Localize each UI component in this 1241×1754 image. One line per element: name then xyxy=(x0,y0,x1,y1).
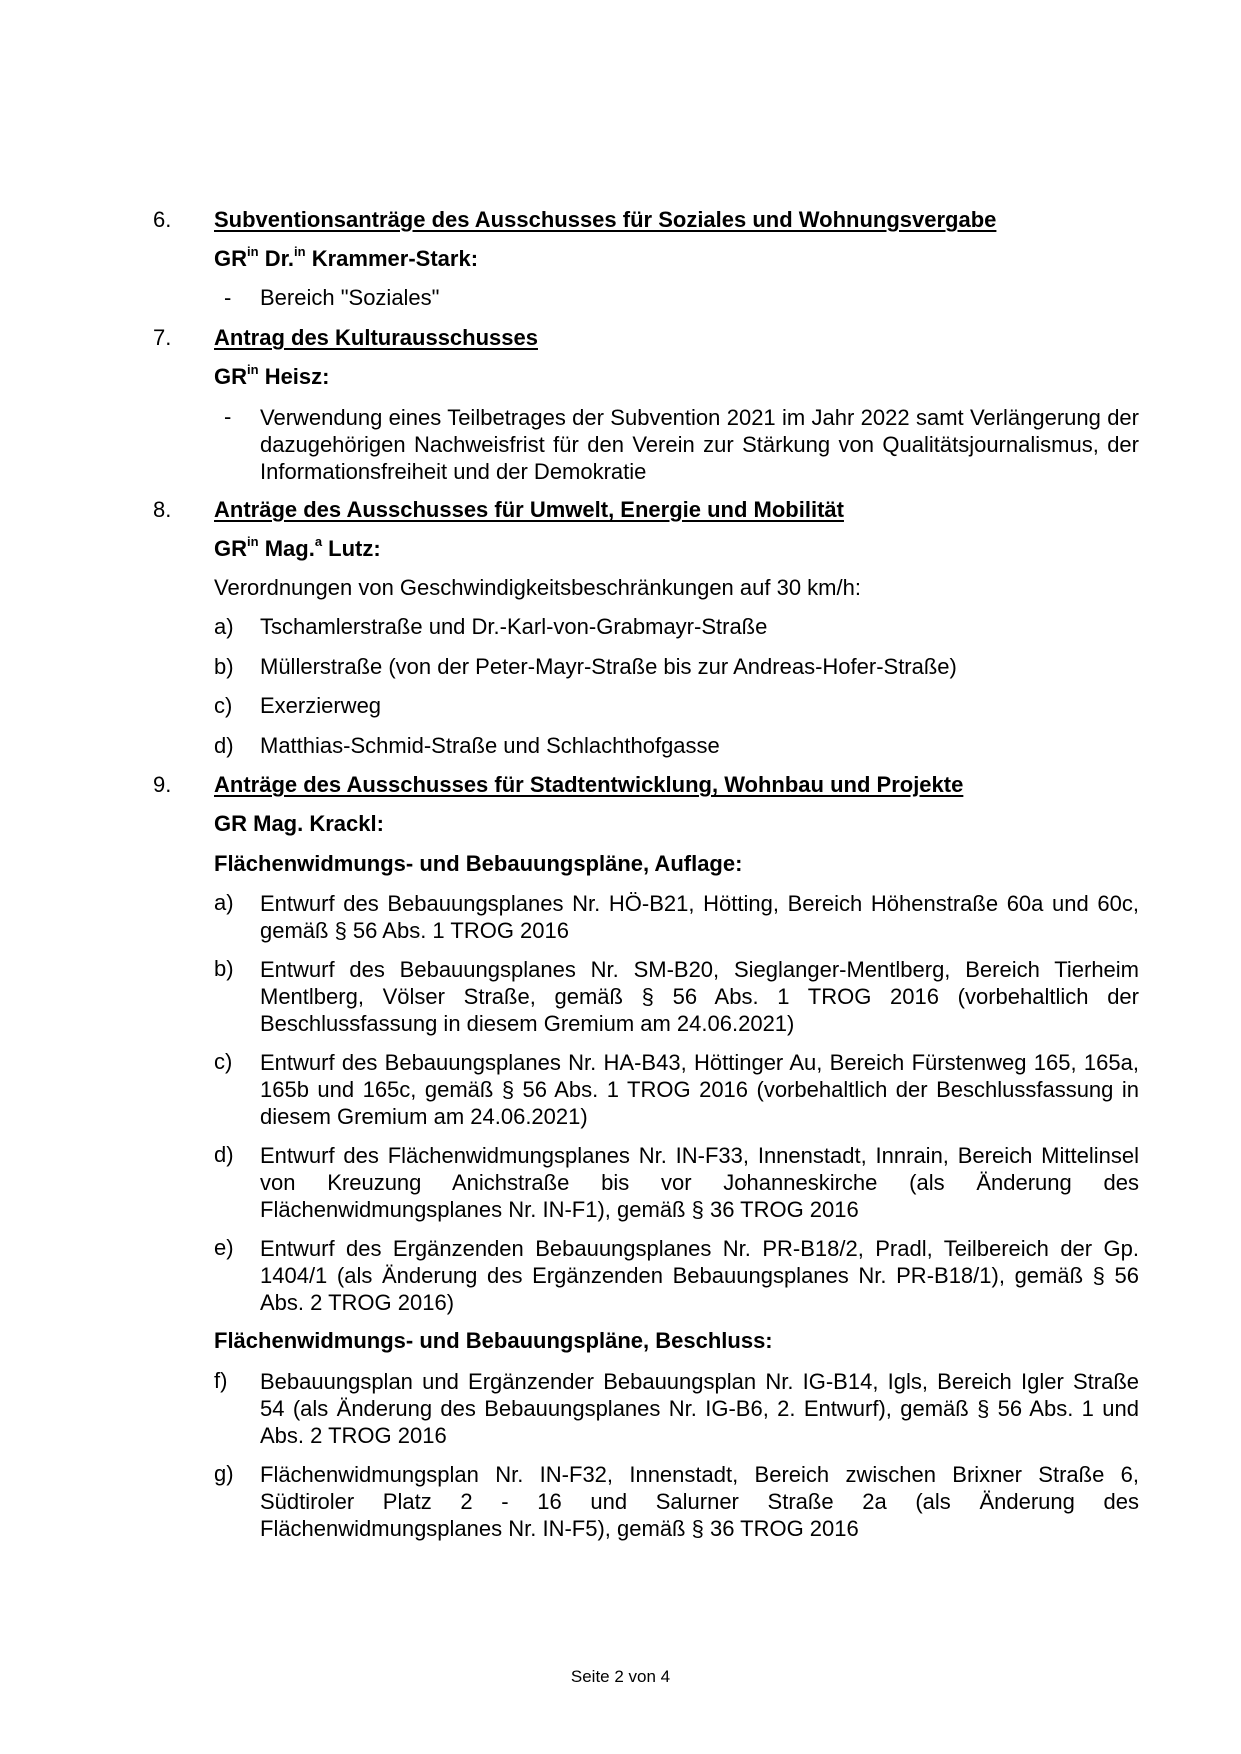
list-marker: c) xyxy=(214,1049,233,1074)
rapporteur: GR Mag. Krackl: xyxy=(214,811,384,836)
list-item: Exerzierweg xyxy=(260,693,382,718)
list-item: Entwurf des Bebauungsplanes Nr. SM-B20, Sieglanger-Mentlberg, Bereich Tierheim Mentlberg, Völser Straße, gemäß § 56 Abs. 1 TROG 2016 (vorbehaltlich der Beschlussfassung in diesem Gremium am 24.06.2021) xyxy=(260,957,1139,1036)
list-item: Matthias-Schmid-Straße und Schlachthofgasse xyxy=(260,733,720,758)
list-marker: a) xyxy=(214,890,234,915)
subsection-heading: Flächenwidmungs- und Bebauungspläne, Auflage: xyxy=(214,851,743,876)
page-number: Seite 2 von 4 xyxy=(570,1667,671,1686)
list-item: Bereich "Soziales" xyxy=(260,285,440,310)
list-marker: c) xyxy=(214,693,233,718)
list-marker: a) xyxy=(214,614,234,639)
list-item: Entwurf des Ergänzenden Bebauungsplanes Nr. PR-B18/2, Pradl, Teilbereich der Gp. 1404/1 (als Änderung des Ergänzenden Bebauungsplanes Nr. PR-B18/1), gemäß § 56 Abs. 2 TROG 2016) xyxy=(260,1236,1139,1315)
list-item: Müllerstraße (von der Peter-Mayr-Straße bis zur Andreas-Hofer-Straße) xyxy=(260,654,957,679)
list-marker: f) xyxy=(214,1368,228,1393)
section-heading: Antrag des Kulturausschusses xyxy=(214,325,538,350)
section-heading: Subventionsanträge des Ausschusses für Soziales und Wohnungsvergabe xyxy=(214,207,997,232)
rapporteur: $GR^{in}$ Dr.$^{in}$ Krammer-Stark: xyxy=(214,244,479,271)
rapporteur: $GR^{in}$ Heisz: xyxy=(214,362,330,389)
list-item: Entwurf des Bebauungsplanes Nr. HÖ-B21, Hötting, Bereich Höhenstraße 60a und 60c, gemäß § 56 Abs. 1 TROG 2016 xyxy=(260,891,1139,943)
list-marker: b) xyxy=(214,956,234,981)
list-item: Entwurf des Bebauungsplanes Nr. HA-B43, Höttinger Au, Bereich Fürstenweg 165, 165a, 165b und 165c, gemäß § 56 Abs. 1 TROG 2016 (vorbehaltlich der Beschlussfassung in diesem Gremium am 24.06.2021) xyxy=(260,1050,1139,1129)
list-item: Tschamlerstraße und Dr.-Karl-von-Grabmayr-Straße xyxy=(260,614,768,639)
section-heading: Anträge des Ausschusses für Stadtentwicklung, Wohnbau und Projekte xyxy=(214,772,964,797)
subsection-heading: Flächenwidmungs- und Bebauungspläne, Beschluss: xyxy=(214,1328,773,1353)
intro-text: Verordnungen von Geschwindigkeitsbeschränkungen auf 30 km/h: xyxy=(214,575,861,600)
item-number: 8. xyxy=(153,497,172,522)
list-marker: e) xyxy=(214,1235,234,1260)
rapporteur: $GR^{in}$ Mag.$^a$ Lutz: xyxy=(214,534,381,561)
list-marker: b) xyxy=(214,654,234,679)
list-marker: d) xyxy=(214,733,234,758)
item-number: 7. xyxy=(153,325,172,350)
list-item: Bebauungsplan und Ergänzender Bebauungsplan Nr. IG-B14, Igls, Bereich Igler Straße 54 (als Änderung des Bebauungsplanes Nr. IG-B6, 2. Entwurf), gemäß § 56 Abs. 1 und Abs. 2 TROG 2016 xyxy=(260,1369,1139,1448)
list-item: Entwurf des Flächenwidmungsplanes Nr. IN-F33, Innenstadt, Innrain, Bereich Mittelinsel von Kreuzung Anichstraße bis vor Johanneskirche (als Änderung des Flächenwidmungsplanes Nr. IN-F1), gemäß § 36 TROG 2016 xyxy=(260,1143,1139,1222)
item-number: 6. xyxy=(153,207,172,232)
list-marker: - xyxy=(224,404,232,429)
list-marker: g) xyxy=(214,1461,234,1486)
section-heading: Anträge des Ausschusses für Umwelt, Energie und Mobilität xyxy=(214,497,844,522)
list-item: Verwendung eines Teilbetrages der Subvention 2021 im Jahr 2022 samt Verlängerung der dazugehörigen Nachweisfrist für den Verein zur Stärkung von Qualitätsjournalismus, der Informationsfreiheit und der Demokratie xyxy=(260,405,1139,484)
list-marker: d) xyxy=(214,1142,234,1167)
list-marker: - xyxy=(224,285,232,310)
list-item: Flächenwidmungsplan Nr. IN-F32, Innenstadt, Bereich zwischen Brixner Straße 6, Südtiroler Platz 2 - 16 und Salurner Straße 2a (als Änderung des Flächenwidmungsplanes Nr. IN-F5), gemäß § 36 TROG 2016 xyxy=(260,1462,1139,1541)
item-number: 9. xyxy=(153,772,172,797)
